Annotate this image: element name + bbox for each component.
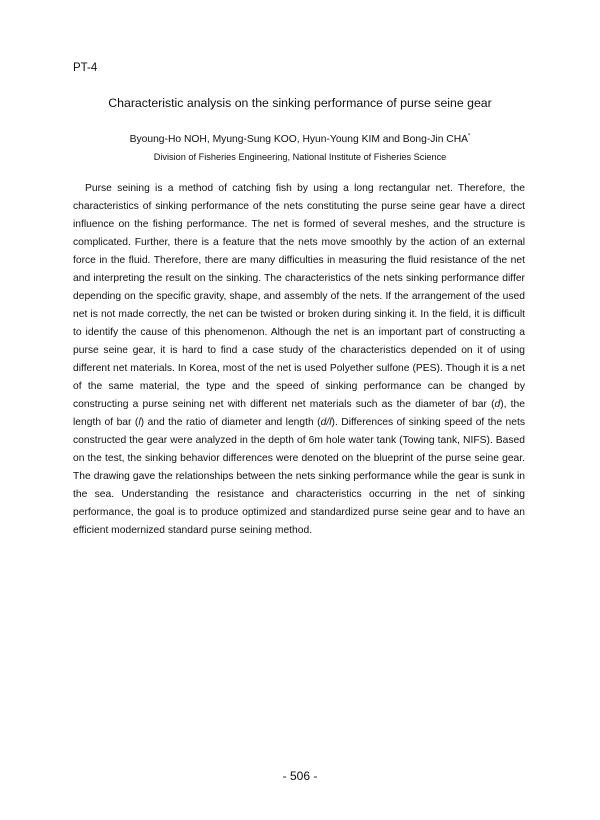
abstract-text-3: ) and the ratio of diameter and length ( [140, 417, 321, 428]
symbol-d-over-l: d/l [320, 417, 332, 428]
author-line [0, 134, 600, 145]
abstract-text-4: ). Differences of sinking speed of the nets constructed the gear were analyzed in the depth of 6m hole water tank (Towing tank, NIFS). Based on the test, the sinking behavior differences were denoted on the blueprint of the purse seine gear. The drawing gave the relationships between the nets sinking performance while the gear is sunk in the sea. Understanding the resistance and characteristics occurring in the net of sinking performance, the goal is to produce optimized and standardized purse seine gear and to have an efficient modernized standard purse seining method. [73, 417, 525, 536]
abstract-paragraph [73, 180, 525, 540]
abstract-text-2: ), the length of bar ( [73, 399, 525, 428]
corresponding-author-mark: * [468, 133, 471, 140]
affiliation: Division of Fisheries Engineering, National Institute of Fisheries Science [153, 152, 447, 162]
page-number: - 506 - [282, 769, 318, 783]
paper-title: Characteristic analysis on the sinking performance of purse seine gear [108, 96, 492, 110]
symbol-d: d [494, 399, 501, 410]
symbol-l: l [138, 417, 141, 428]
author-list: Byoung-Ho NOH, Myung-Sung KOO, Hyun-Young KIM and Bong-Jin CHA [129, 134, 469, 145]
paper-code: PT-4 [73, 62, 98, 74]
abstract-text-1: Purse seining is a method of catching fish by using a long rectangular net. Therefore, the characteristics of sinking performance of the nets constituting the purse seine gear have a direct influence on the fishing performance. The net is formed of several meshes, and the structure is complicated. Further, there is a feature that the nets move smoothly by the action of an external force in the fluid. Therefore, there are many difficulties in measuring the fluid resistance of the net and interpreting the result on the sinking. The characteristics of the nets sinking performance differ depending on the specific gravity, shape, and assembly of the nets. If the arrangement of the used net is not made correctly, the net can be twisted or broken during sinking it. In the field, it is difficult to identify the cause of this phenomenon. Although the net is an important part of constructing a purse seine gear, it is hard to find a case study of the characteristics depended on it of using different net materials. In Korea, most of the net is used Polyether sulfone (PES). Though it is a net of the same material, the type and the speed of sinking performance can be changed by constructing a purse seining net with different net materials such as the diameter of bar ( [73, 183, 525, 410]
